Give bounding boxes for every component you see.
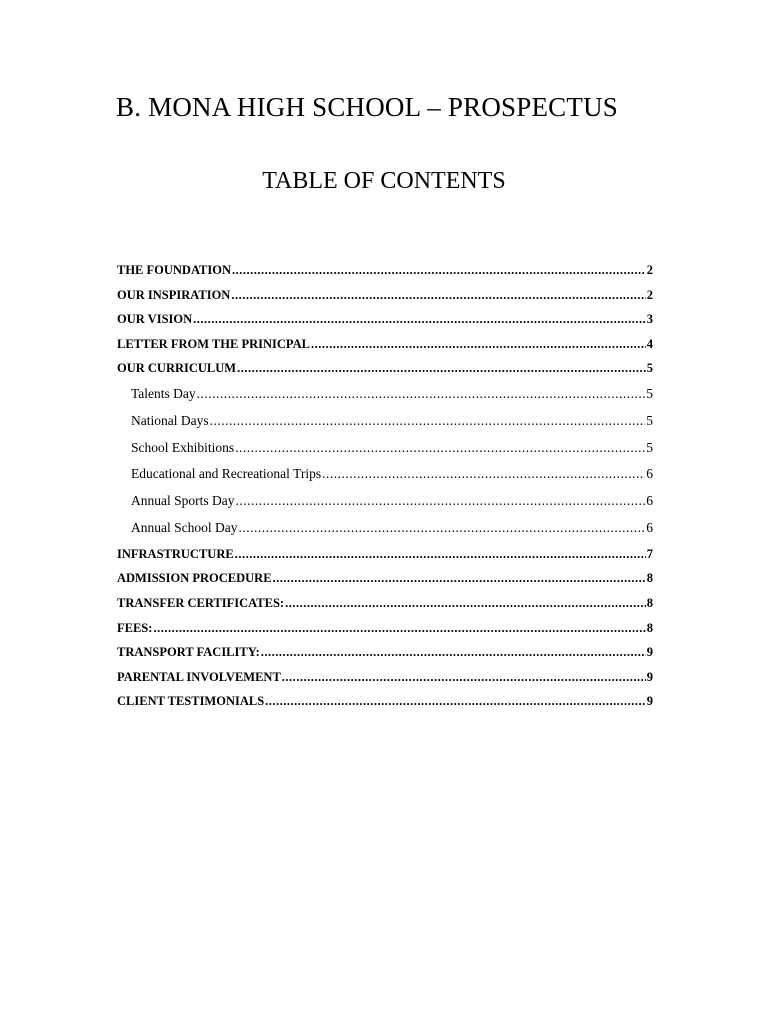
dot-leader <box>235 542 646 567</box>
toc-heading: TABLE OF CONTENTS <box>262 168 506 194</box>
toc-entry-label: INFRASTRUCTURE <box>117 546 234 561</box>
toc-entry-page: 9 <box>646 669 653 684</box>
toc-entry-label: Educational and Recreational Trips <box>131 466 322 482</box>
toc-entry-label: Annual Sports Day <box>131 493 235 509</box>
toc-entry-label: Talents Day <box>131 385 196 401</box>
toc-entry-label: School Exhibitions <box>131 439 235 455</box>
toc-entry[interactable] <box>117 689 653 714</box>
toc-entry-label: OUR CURRICULUM <box>117 361 237 376</box>
toc-entry[interactable] <box>117 616 653 641</box>
toc-entry-page: 2 <box>646 287 653 302</box>
table-of-contents <box>117 258 653 714</box>
toc-entry[interactable] <box>117 258 653 283</box>
toc-entry-page: 5 <box>646 439 653 455</box>
toc-entry-page: 5 <box>646 361 653 376</box>
toc-entry-page: 6 <box>646 519 653 535</box>
toc-entry[interactable] <box>117 356 653 381</box>
dot-leader <box>237 356 646 381</box>
dot-leader <box>210 408 646 435</box>
dot-leader <box>322 461 645 488</box>
toc-entry-label: CLIENT TESTIMONIALS <box>117 694 265 709</box>
toc-entry[interactable] <box>117 542 653 567</box>
toc-entry-page: 6 <box>646 493 653 509</box>
toc-entry-page: 8 <box>646 620 653 635</box>
toc-entry-label: TRANSFER CERTIFICATES: <box>117 595 285 610</box>
toc-entry-label: OUR INSPIRATION <box>117 287 231 302</box>
toc-entry-page: 3 <box>646 312 653 327</box>
dot-leader <box>261 640 646 665</box>
toc-entry-label: TRANSPORT FACILITY: <box>117 645 260 660</box>
toc-subentry[interactable] <box>117 461 653 488</box>
toc-entry[interactable] <box>117 307 653 332</box>
dot-leader <box>238 515 645 542</box>
toc-subentry[interactable] <box>117 381 653 408</box>
toc-entry-label: PARENTAL INVOLVEMENT <box>117 669 281 684</box>
toc-entry-page: 2 <box>646 263 653 277</box>
dot-leader <box>193 307 646 332</box>
toc-entry-page: 8 <box>646 595 653 610</box>
toc-entry-page: 9 <box>646 694 653 709</box>
dot-leader <box>197 381 646 408</box>
toc-entry-label: ADMISSION PROCEDURE <box>117 571 272 586</box>
toc-entry-label: OUR VISION <box>117 312 193 327</box>
toc-entry[interactable] <box>117 665 653 690</box>
dot-leader <box>232 258 646 283</box>
toc-entry[interactable] <box>117 332 653 357</box>
toc-subentry[interactable] <box>117 515 653 542</box>
toc-entry-label: National Days <box>131 412 209 428</box>
toc-entry-page: 6 <box>646 466 653 482</box>
dot-leader <box>231 283 645 308</box>
dot-leader <box>282 665 646 690</box>
dot-leader <box>265 689 646 714</box>
toc-entry-label: FEES: <box>117 620 153 635</box>
toc-entry-label: THE FOUNDATION <box>117 263 232 277</box>
dot-leader <box>285 591 646 616</box>
document-title: B. MONA HIGH SCHOOL – PROSPECTUS <box>116 92 618 122</box>
toc-entry-page: 8 <box>646 571 653 586</box>
dot-leader <box>153 616 645 641</box>
toc-entry-label: LETTER FROM THE PRINICPAL <box>117 336 310 351</box>
toc-subentry[interactable] <box>117 435 653 462</box>
dot-leader <box>235 435 645 462</box>
toc-entry-label: Annual School Day <box>131 519 238 535</box>
toc-entry-page: 5 <box>646 385 653 401</box>
toc-entry-page: 9 <box>646 645 653 660</box>
toc-entry[interactable] <box>117 566 653 591</box>
toc-entry-page: 4 <box>646 336 653 351</box>
dot-leader <box>273 566 646 591</box>
toc-subentry[interactable] <box>117 408 653 435</box>
toc-entry[interactable] <box>117 591 653 616</box>
toc-entry-page: 7 <box>646 546 653 561</box>
toc-entry[interactable] <box>117 283 653 308</box>
toc-subentry[interactable] <box>117 488 653 515</box>
toc-entry[interactable] <box>117 640 653 665</box>
dot-leader <box>311 332 646 357</box>
dot-leader <box>236 488 646 515</box>
toc-entry-page: 5 <box>646 412 653 428</box>
